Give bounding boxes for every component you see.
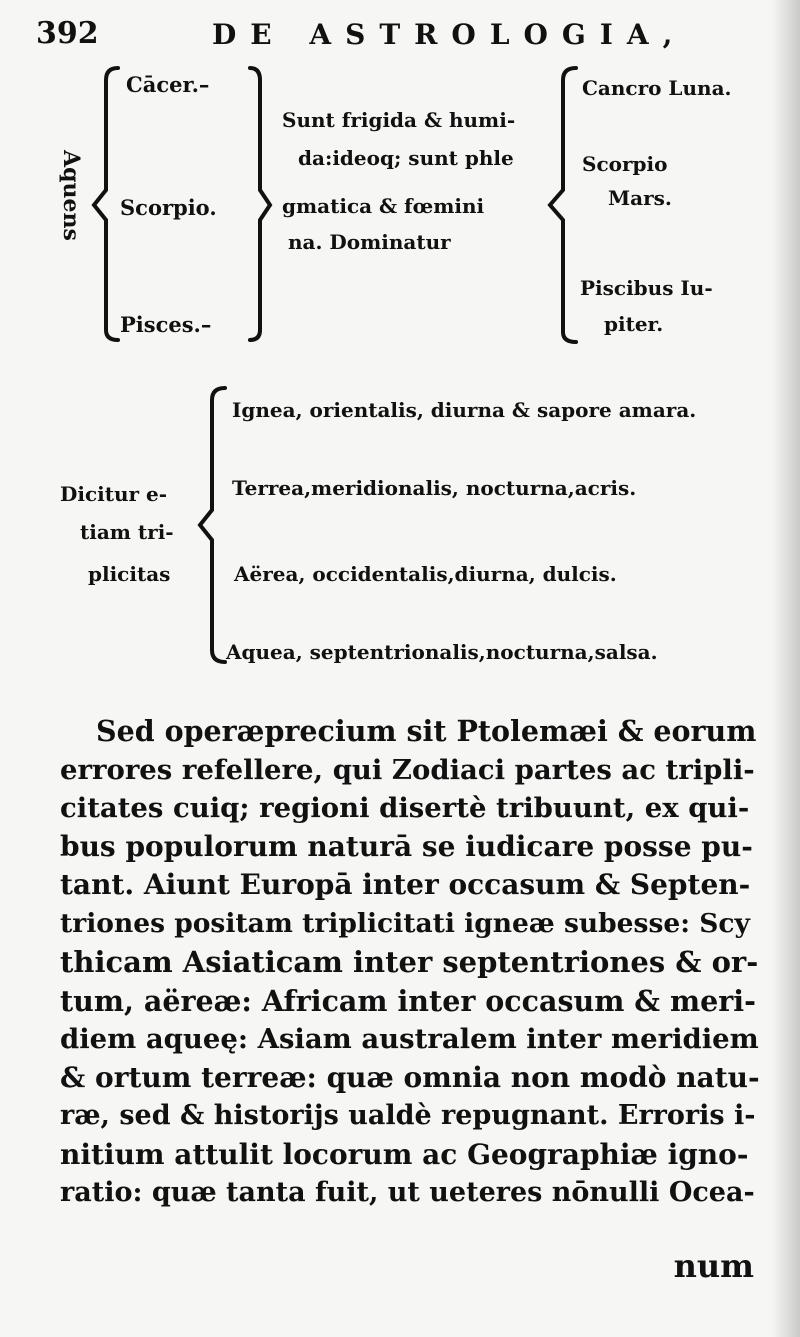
- triplicitas-terrea: Terrea,meridionalis, nocturna,acris.: [232, 476, 637, 500]
- body-line-10: & ortum terreæ: quæ omnia non modò natu-: [60, 1060, 760, 1094]
- body-line-2: errores refellere, qui Zodiaci partes ac tripli-: [60, 753, 755, 786]
- ruler-jupiter: piter.: [604, 312, 664, 336]
- body-line-3: citates cuiq; regioni disertè tribuunt, ex qui-: [60, 792, 750, 824]
- sign-scorpio: Scorpio.: [120, 195, 217, 220]
- brace-rulers: [550, 68, 576, 342]
- sign-pisces: Pisces.–: [120, 312, 212, 337]
- body-line-13: ratio: quæ tanta fuit, ut ueteres nōnulli Ocea-: [60, 1177, 755, 1208]
- body-line-7: thicam Asiaticam inter septentriones & or-: [60, 945, 759, 979]
- triplicitas-label-1: Dicitur e-: [60, 482, 168, 506]
- middle-line-1: Sunt frigida & humi-: [282, 108, 516, 132]
- triplicitas-label-3: plicitas: [88, 562, 171, 586]
- triplicitas-label-2: tiam tri-: [80, 520, 174, 544]
- triplicitas-aerea: Aërea, occidentalis,diurna, dulcis.: [234, 562, 617, 586]
- body-line-12: nitium attulit locorum ac Geographiæ igno-: [60, 1137, 749, 1171]
- body-line-6: triones positam triplicitati igneæ subesse: Scy: [60, 907, 750, 939]
- middle-line-2: da:ideoq; sunt phle: [298, 146, 514, 170]
- vertical-label-aquens: Aquens: [58, 150, 84, 241]
- body-paragraph: [60, 712, 760, 1213]
- middle-line-4: na. Dominatur: [288, 230, 451, 254]
- ruler-scorpio: Scorpio: [582, 152, 668, 176]
- body-line-11: ræ, sed & historijs ualdè repugnant. Erroris i-: [60, 1100, 756, 1131]
- sign-cancer: Cācer.–: [126, 72, 210, 97]
- page-number: 392: [36, 16, 99, 51]
- ruler-mars: Mars.: [608, 186, 672, 210]
- ruler-cancer: Cancro Luna.: [582, 76, 732, 100]
- catchword: num: [673, 1247, 754, 1285]
- body-line-4: bus populorum naturā se iudicare posse pu-: [60, 829, 753, 863]
- brace-triplicitas: [200, 388, 225, 662]
- middle-line-3: gmatica & fœmini: [282, 194, 485, 218]
- left-brace-signs: [94, 68, 118, 340]
- body-line-9: diem aqueę: Asiam australem inter meridiem: [60, 1023, 759, 1055]
- right-bracket-signs: [250, 68, 270, 340]
- body-line-1: Sed operæprecium sit Ptolemæi & eorum: [96, 714, 757, 748]
- body-line-8: tum, aëreæ: Africam inter occasum & meri-: [60, 983, 756, 1018]
- triplicitas-ignea: Ignea, orientalis, diurna & sapore amara.: [232, 398, 697, 422]
- running-title: DE ASTROLOGIA,: [212, 18, 687, 51]
- triplicitas-aquea: Aquea, septentrionalis,nocturna,salsa.: [226, 640, 658, 664]
- ruler-pisces: Piscibus Iu-: [580, 276, 713, 300]
- body-line-5: tant. Aiunt Europā inter occasum & Septen-: [60, 868, 751, 901]
